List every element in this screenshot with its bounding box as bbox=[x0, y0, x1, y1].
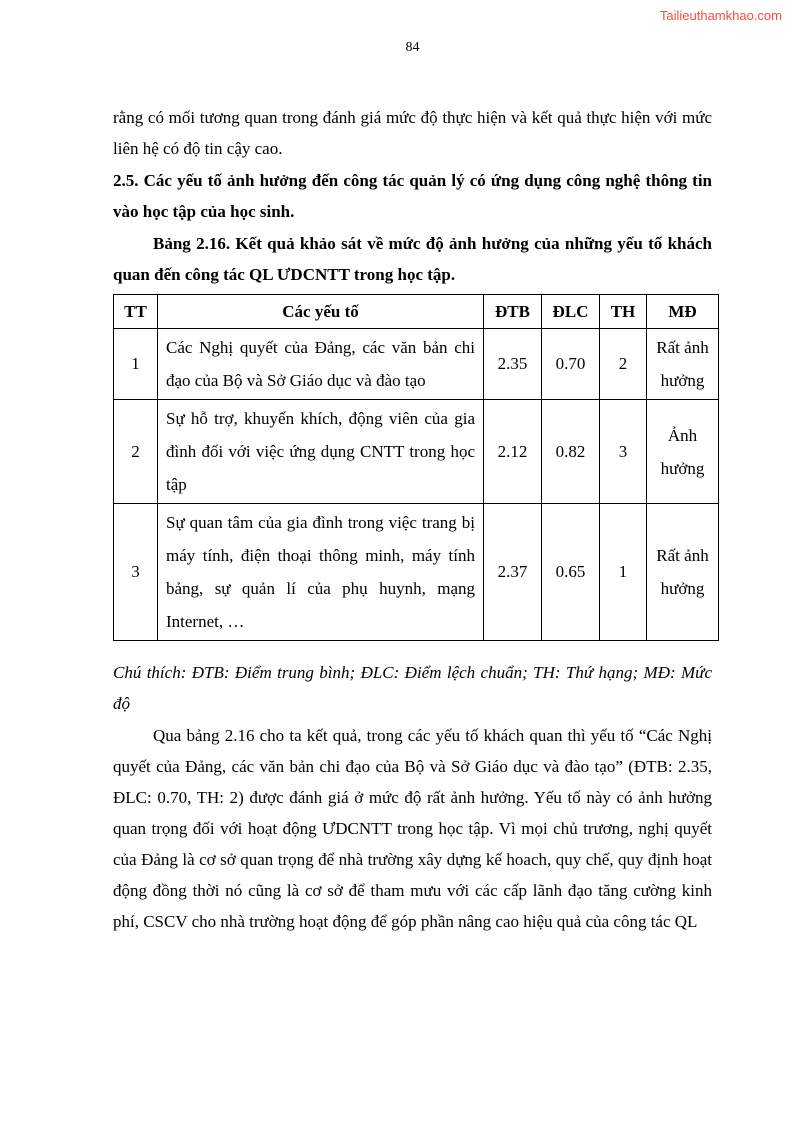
cell-factor: Sự quan tâm của gia đình trong việc trang bị máy tính, điện thoại thông minh, máy tính bảng, sự quản lí của phụ huynh, mạng Internet, … bbox=[158, 504, 484, 641]
paragraph-intro: rằng có mối tương quan trong đánh giá mức độ thực hiện và kết quả thực hiện với mức liên hệ có độ tin cậy cao. bbox=[113, 108, 712, 158]
header-th: TH bbox=[600, 295, 647, 329]
header-dlc: ĐLC bbox=[542, 295, 600, 329]
results-table bbox=[113, 294, 719, 641]
cell-dtb: 2.35 bbox=[484, 329, 542, 400]
page-number: 84 bbox=[405, 40, 420, 55]
table-row bbox=[114, 329, 719, 400]
cell-dlc: 0.65 bbox=[542, 504, 600, 641]
cell-factor: Sự hỗ trợ, khuyến khích, động viên của gia đình đối với việc ứng dụng CNTT trong học tập bbox=[158, 400, 484, 504]
table-row bbox=[114, 504, 719, 641]
section-heading: 2.5. Các yếu tố ảnh hưởng đến công tác quản lý có ứng dụng công nghệ thông tin vào học tập của học sinh. bbox=[113, 171, 712, 221]
table-caption: Bảng 2.16. Kết quả khảo sát về mức độ ảnh hưởng của những yếu tố khách quan đến công tác QL ƯDCNTT trong học tập. bbox=[113, 234, 712, 284]
paragraph-analysis: Qua bảng 2.16 cho ta kết quả, trong các yếu tố khách quan thì yếu tố “Các Nghị quyết của Đảng, các văn bản chi đạo của Bộ và Sở Giáo dục và đào tạo” (ĐTB: 2.35, ĐLC: 0.70, TH: 2) được đánh giá ở mức độ rất ảnh hưởng. Yếu tố này có ảnh hưởng quan trọng đối với hoạt động ƯDCNTT trong học tập. Vì mọi chủ trương, nghị quyết của Đảng là cơ sở quan trọng để nhà trường xây dựng kế hoach, quy chế, quy định hoạt động đồng thời nó cũng là cơ sở để tham mưu với các cấp lãnh đạo tăng cường kinh phí, CSCV cho nhà trường hoạt động để góp phần nâng cao hiệu quả của công tác QL bbox=[113, 726, 712, 931]
watermark-link[interactable]: Tailieuthamkhao.com bbox=[659, 8, 782, 23]
cell-tt: 3 bbox=[114, 504, 158, 641]
cell-tt: 2 bbox=[114, 400, 158, 504]
header-tt: TT bbox=[114, 295, 158, 329]
header-dtb: ĐTB bbox=[484, 295, 542, 329]
cell-factor: Các Nghị quyết của Đảng, các văn bản chi đạo của Bộ và Sở Giáo dục và đào tạo bbox=[158, 329, 484, 400]
header-md: MĐ bbox=[647, 295, 719, 329]
cell-dtb: 2.12 bbox=[484, 400, 542, 504]
table-row bbox=[114, 400, 719, 504]
table-note: Chú thích: ĐTB: Điểm trung bình; ĐLC: Điểm lệch chuẩn; TH: Thứ hạng; MĐ: Mức độ bbox=[113, 663, 712, 713]
table-header-row bbox=[114, 295, 719, 329]
cell-th: 3 bbox=[600, 400, 647, 504]
cell-th: 1 bbox=[600, 504, 647, 641]
cell-dlc: 0.70 bbox=[542, 329, 600, 400]
cell-md: Rất ảnh hưởng bbox=[647, 504, 719, 641]
cell-dtb: 2.37 bbox=[484, 504, 542, 641]
cell-dlc: 0.82 bbox=[542, 400, 600, 504]
cell-tt: 1 bbox=[114, 329, 158, 400]
cell-th: 2 bbox=[600, 329, 647, 400]
cell-md: Rất ảnh hưởng bbox=[647, 329, 719, 400]
cell-md: Ảnh hưởng bbox=[647, 400, 719, 504]
header-factor: Các yếu tố bbox=[158, 295, 484, 329]
